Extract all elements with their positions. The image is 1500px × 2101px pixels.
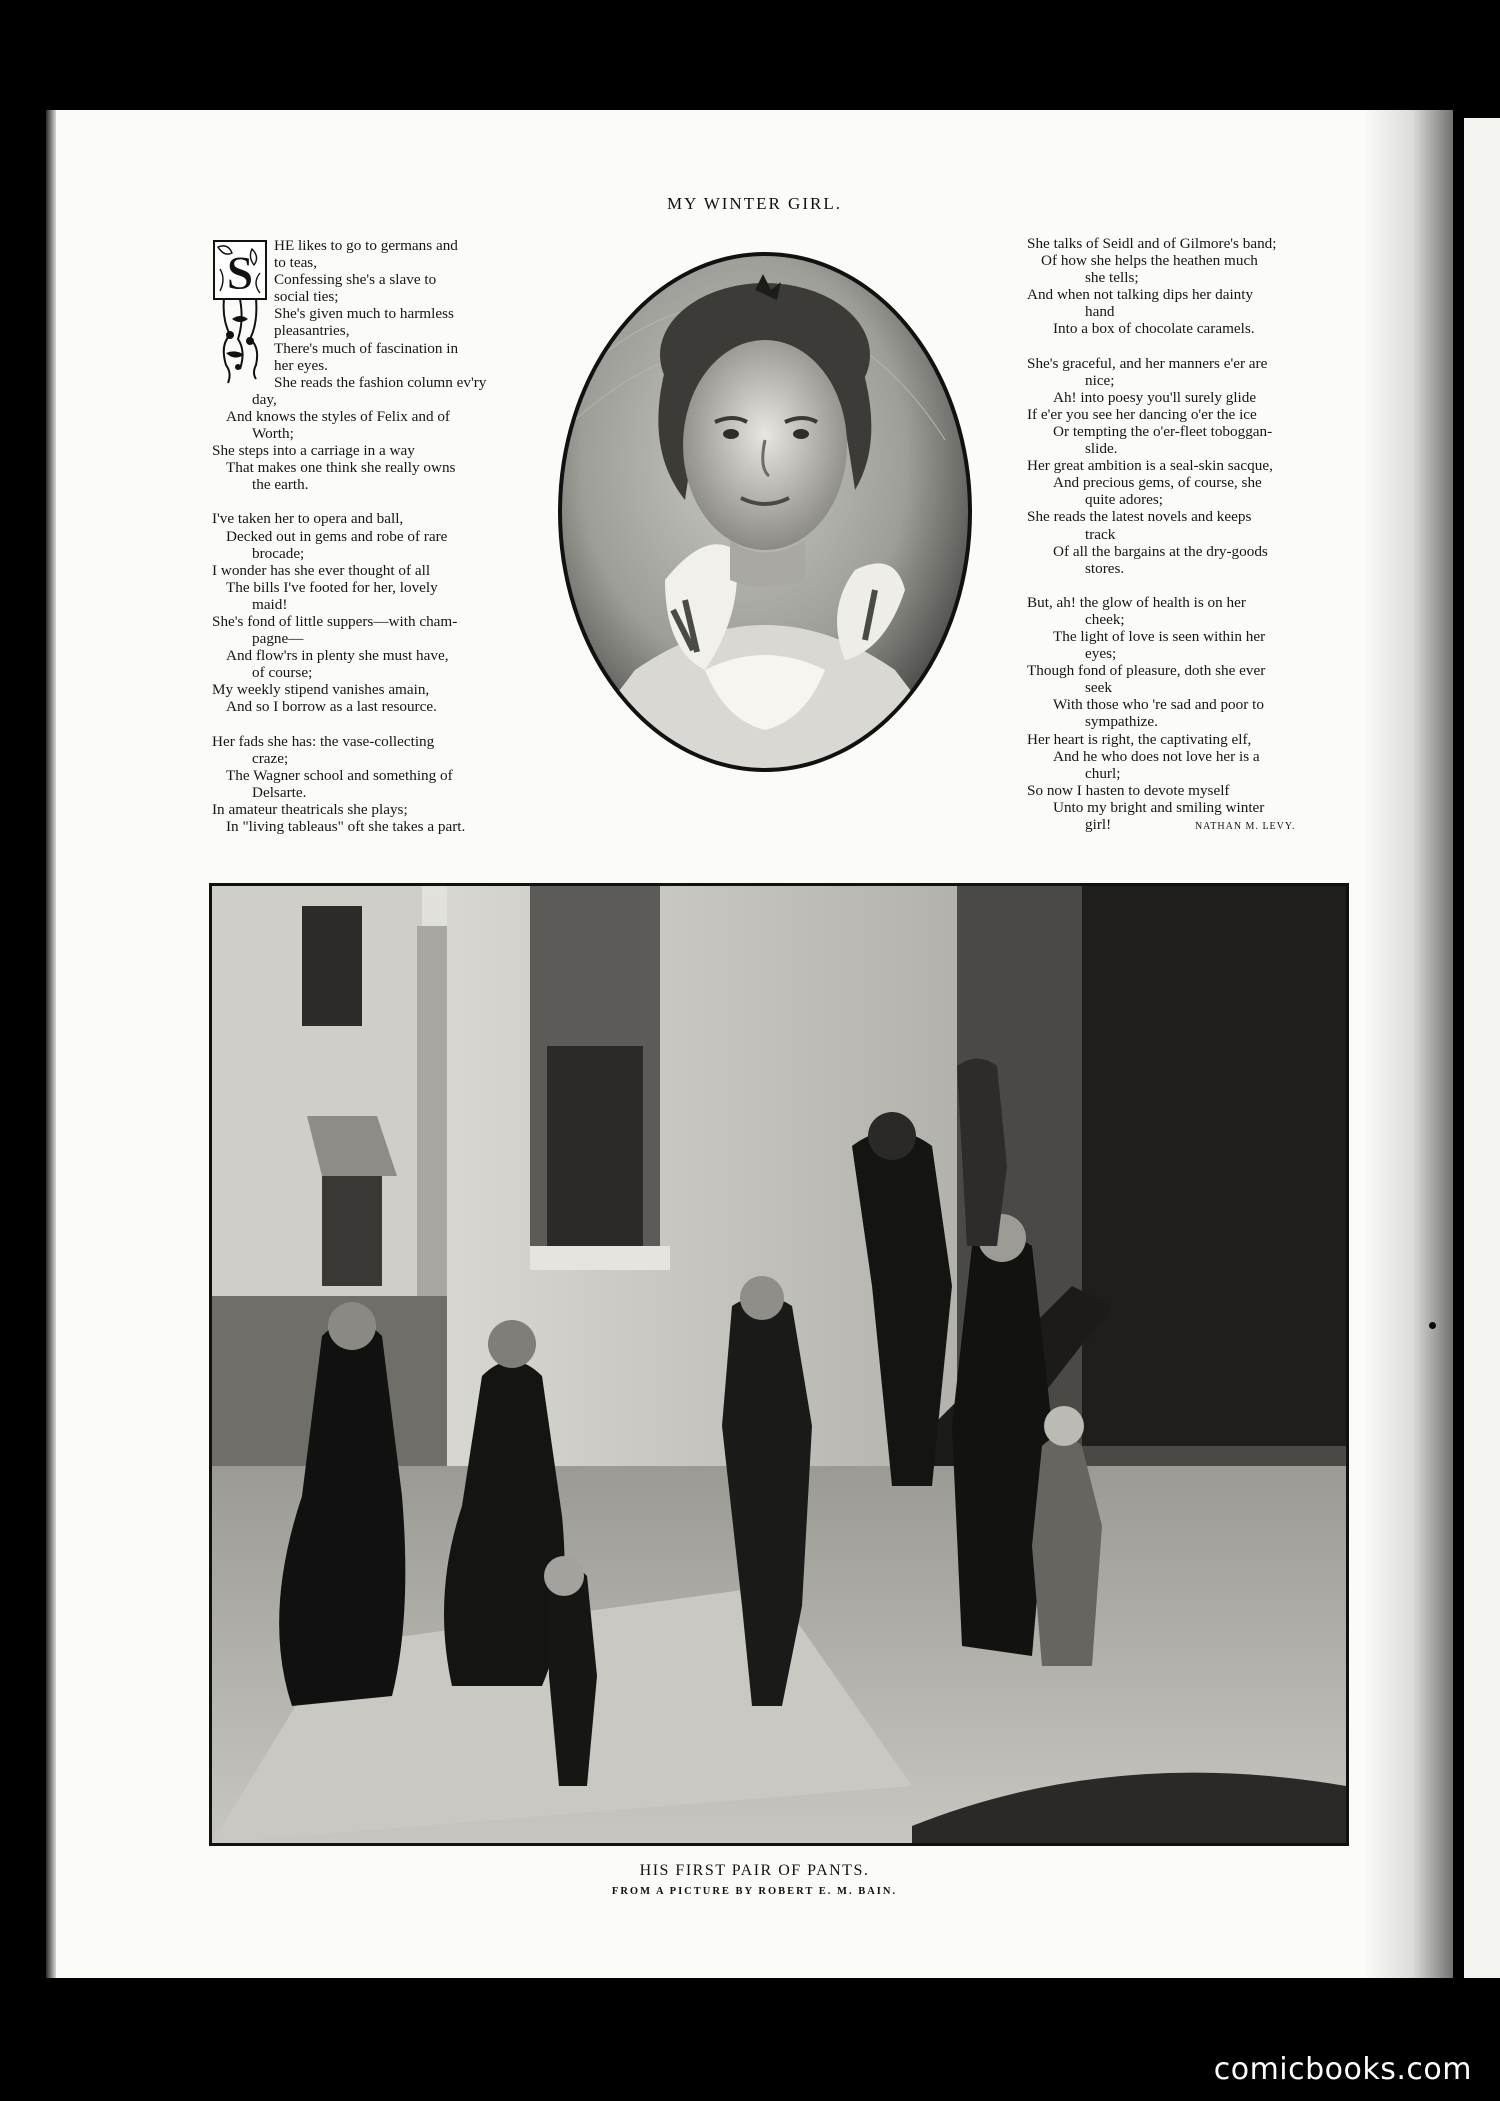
photo-caption: HIS FIRST PAIR OF PANTS. xyxy=(639,1862,870,1879)
poem-right-column xyxy=(1027,235,1402,835)
poem-line: hand xyxy=(1085,303,1115,321)
poem-line: social ties; xyxy=(274,288,339,306)
poem-left-column xyxy=(212,237,574,852)
poem-line: seek xyxy=(1085,679,1112,697)
poem-line: Delsarte. xyxy=(252,783,307,801)
poem-line: But, ah! the glow of health is on her xyxy=(1027,593,1246,611)
poem-line: Unto my bright and smiling winter xyxy=(1053,798,1265,816)
poem-line: She's graceful, and her manners e'er are xyxy=(1027,354,1268,372)
poem-line: churl; xyxy=(1085,764,1121,782)
poem-line: In "living tableaus" oft she takes a part. xyxy=(226,818,466,835)
page-left-edge xyxy=(46,110,56,1978)
poem-line: She talks of Seidl and of Gilmore's band; xyxy=(1027,235,1277,252)
portrait-oval xyxy=(555,250,975,775)
poem-line: nice; xyxy=(1085,371,1115,389)
poem-line: HE likes to go to germans and xyxy=(274,237,458,254)
poem-title: MY WINTER GIRL. xyxy=(667,194,842,213)
poem-line: I wonder has she ever thought of all xyxy=(212,561,431,579)
poem-stanza xyxy=(1027,355,1402,577)
poem-line: slide. xyxy=(1085,440,1118,458)
poem-author: NATHAN M. LEVY. xyxy=(1194,821,1296,832)
poem-line: With those who 're sad and poor to xyxy=(1053,696,1264,714)
poem-line: day, xyxy=(252,390,277,408)
poem-line: And precious gems, of course, she xyxy=(1053,474,1262,492)
poem-line: She's given much to harmless xyxy=(274,305,454,323)
poem-line: And flow'rs in plenty she must have, xyxy=(226,647,449,665)
poem-stanza xyxy=(212,733,574,836)
poem-line: cheek; xyxy=(1085,610,1125,628)
poem-line: And so I borrow as a last resource. xyxy=(226,698,437,716)
decorative-dropcap xyxy=(212,239,270,387)
poem-line: Her great ambition is a seal-skin sacque, xyxy=(1027,457,1273,475)
poem-line: pleasantries, xyxy=(274,322,350,340)
dropcap-letter: S xyxy=(226,247,254,300)
poem-line: The light of love is seen within her xyxy=(1053,627,1266,645)
poem-line: Or tempting the o'er-fleet toboggan- xyxy=(1053,422,1273,440)
poem-line: she tells; xyxy=(1085,269,1139,287)
poem-line: Her fads she has: the vase-collecting xyxy=(212,732,435,750)
magazine-page xyxy=(56,110,1453,1978)
poem-line: Worth; xyxy=(252,425,294,443)
poem-line: Of how she helps the heathen much xyxy=(1041,252,1258,270)
poem-line: She steps into a carriage in a way xyxy=(212,442,415,460)
poem-line: maid! xyxy=(252,595,288,613)
poem-line: Her heart is right, the captivating elf, xyxy=(1027,730,1252,748)
poem-last-word: girl! xyxy=(1085,816,1112,833)
poem-signature-line xyxy=(1027,816,1402,835)
poem-line: brocade; xyxy=(252,544,305,562)
poem-line: Decked out in gems and robe of rare xyxy=(226,527,448,545)
spine-shadow xyxy=(1363,110,1453,1978)
poem-line: to teas, xyxy=(274,254,318,272)
site-watermark: comicbooks.com xyxy=(1213,2052,1472,2087)
poem-line: pagne— xyxy=(252,630,304,648)
poem-line: The bills I've footed for her, lovely xyxy=(226,578,438,596)
poem-line: So now I hasten to devote myself xyxy=(1027,781,1230,799)
poem-line: If e'er you see her dancing o'er the ice xyxy=(1027,405,1257,423)
poem-line: stores. xyxy=(1085,559,1125,577)
poem-line: That makes one think she really owns xyxy=(226,459,456,477)
poem-line: And when not talking dips her dainty xyxy=(1027,286,1254,304)
poem-line: eyes; xyxy=(1085,645,1117,663)
poem-stanza xyxy=(1027,235,1402,338)
poem-line: Though fond of pleasure, doth she ever xyxy=(1027,662,1266,680)
poem-line: of course; xyxy=(252,664,313,682)
poem-line: Into a box of chocolate caramels. xyxy=(1053,320,1255,338)
poem-line: I've taken her to opera and ball, xyxy=(212,510,404,528)
poem-line: quite adores; xyxy=(1085,491,1164,509)
poem-stanza xyxy=(1027,594,1402,816)
poem-line: She reads the latest novels and keeps xyxy=(1027,508,1252,526)
poem-line: Ah! into poesy you'll surely glide xyxy=(1053,388,1257,406)
poem-line: And knows the styles of Felix and of xyxy=(226,407,450,425)
poem-line: She reads the fashion column ev'ry xyxy=(274,373,487,391)
poem-line: And he who does not love her is a xyxy=(1053,747,1260,765)
poem-line: the earth. xyxy=(252,476,309,494)
poem-stanza xyxy=(212,510,574,715)
poem-line: She's fond of little suppers—with cham- xyxy=(212,612,458,630)
poem-line: Of all the bargains at the dry-goods xyxy=(1053,542,1268,560)
poem-line: craze; xyxy=(252,749,289,767)
poem-line: her eyes. xyxy=(274,356,328,374)
halftone-photograph xyxy=(209,883,1349,1846)
facing-page-edge xyxy=(1464,118,1500,1978)
poem-line: track xyxy=(1085,525,1116,543)
poem-line: My weekly stipend vanishes amain, xyxy=(212,681,430,699)
poem-line: sympathize. xyxy=(1085,713,1158,731)
poem-line: In amateur theatricals she plays; xyxy=(212,800,408,818)
poem-line: The Wagner school and something of xyxy=(226,766,453,784)
photo-credit: FROM A PICTURE BY ROBERT E. M. BAIN. xyxy=(611,1886,898,1897)
poem-line: There's much of fascination in xyxy=(274,339,459,357)
poem-line: Confessing she's a slave to xyxy=(274,271,437,289)
